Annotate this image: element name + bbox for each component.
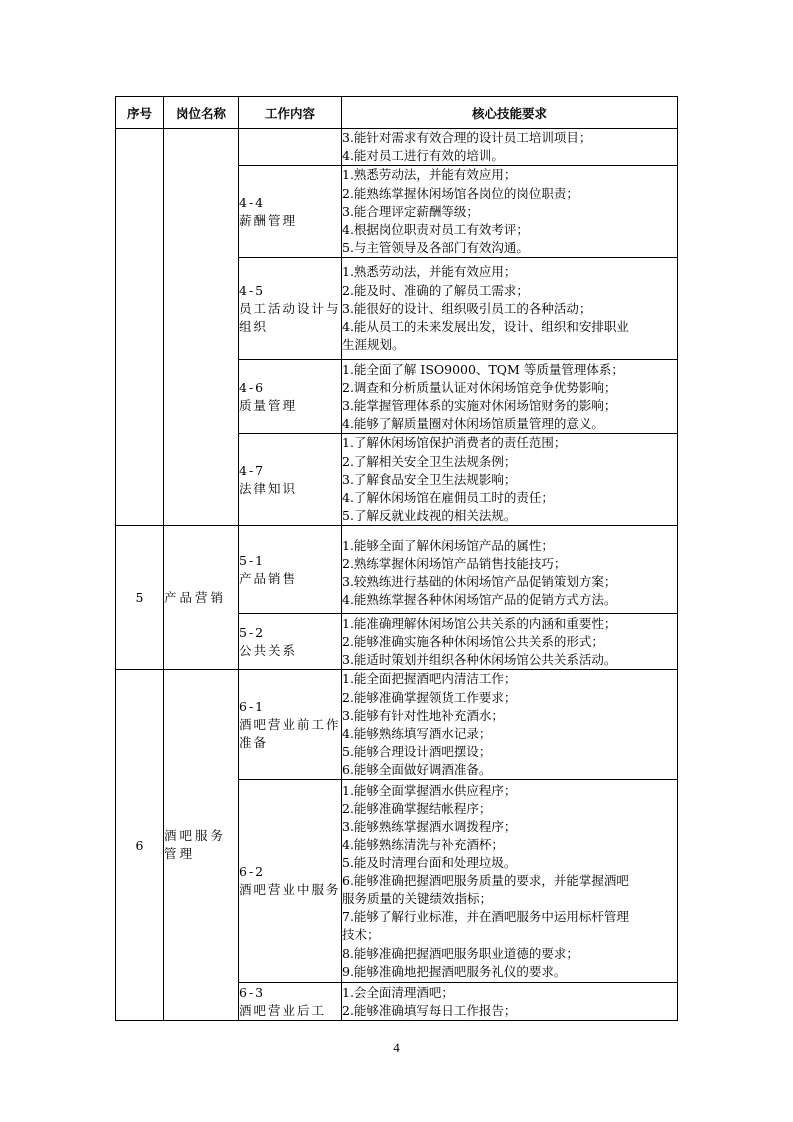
table-row xyxy=(116,670,678,780)
group-seq xyxy=(116,129,164,526)
skill-line: 1.能全面把握酒吧内清洁工作； xyxy=(342,671,517,687)
skill-line: 2.熟练掌握休闲场馆产品销售技能技巧； xyxy=(342,556,567,572)
work-title: 员工活动设计与组织 xyxy=(239,300,341,334)
skills-cell xyxy=(342,258,678,360)
skills-cell xyxy=(342,614,678,670)
skills-cell xyxy=(342,983,678,1021)
work-cell xyxy=(239,614,342,670)
skill-line: 2.能熟练掌握休闲场馆各岗位的岗位职责； xyxy=(342,185,579,201)
skill-line: 3.能够有针对性地补充酒水； xyxy=(342,707,504,723)
skill-line: 2.能够准确填写每日工作报告； xyxy=(342,1002,517,1018)
skill-line: 5.能够合理设计酒吧摆设； xyxy=(342,743,492,759)
skill-line: 1.能准确理解休闲场馆公共关系的内涵和重要性； xyxy=(342,615,617,631)
group-seq: 6 xyxy=(116,670,164,1021)
job-skills-table xyxy=(115,96,678,1021)
skill-line: 3.了解食品安全卫生法规影响； xyxy=(342,471,517,487)
header-position: 岗位名称 xyxy=(164,97,239,129)
group-position: 酒吧服务管理 xyxy=(164,670,239,1021)
skill-line: 1.能够全面了解休闲场馆产品的属性； xyxy=(342,538,554,553)
table-header-row xyxy=(116,97,678,129)
skill-line: 6.能够准确把握酒吧服务质量的要求，并能掌握酒吧 xyxy=(342,873,629,889)
work-title: 酒吧营业前工作准备 xyxy=(239,716,341,750)
skill-line: 3.能掌握管理体系的实施对休闲场馆财务的影响； xyxy=(342,397,617,413)
work-cell xyxy=(239,434,342,526)
skill-line: 5.了解反就业歧视的相关法规。 xyxy=(342,507,517,523)
work-cell xyxy=(239,526,342,614)
work-code: 5-2 xyxy=(239,624,266,640)
skill-line: 3.较熟练进行基础的休闲场馆产品促销策划方案； xyxy=(342,574,617,590)
work-cell xyxy=(239,983,342,1021)
skill-line: 4.能够熟练清洗与补充酒杯； xyxy=(342,836,504,852)
skill-line: 4.根据岗位职责对员工有效考评； xyxy=(342,221,529,237)
work-code: 6-1 xyxy=(239,698,266,714)
page-number: 4 xyxy=(393,1040,400,1055)
work-cell xyxy=(239,129,342,166)
group-seq: 5 xyxy=(116,526,164,670)
work-cell xyxy=(239,670,342,780)
work-code: 6-3 xyxy=(239,984,266,1000)
skills-cell xyxy=(342,166,678,258)
skill-line: 1.会全面清理酒吧； xyxy=(342,984,454,1000)
skill-line: 4.能对员工进行有效的培训。 xyxy=(342,148,504,164)
skill-line: 2.了解相关安全卫生法规条例； xyxy=(342,453,517,469)
work-title: 酒吧营业后工 xyxy=(239,1002,327,1018)
work-title: 酒吧营业中服务 xyxy=(239,882,341,898)
skill-line: 2.能够准确实施各种休闲场馆公共关系的形式； xyxy=(342,633,604,649)
table-row xyxy=(116,129,678,166)
work-code: 6-2 xyxy=(239,864,266,880)
skills-cell xyxy=(342,360,678,434)
work-cell xyxy=(239,360,342,434)
skills-cell xyxy=(342,129,678,166)
work-title: 质量管理 xyxy=(239,397,298,413)
skill-line: 4.能熟练掌握各种休闲场馆产品的促销方式方法。 xyxy=(342,592,617,608)
skill-line: 7.能够了解行业标准，并在酒吧服务中运用标杆管理 xyxy=(342,909,629,925)
skill-line: 服务质量的关键绩效指标； xyxy=(342,891,493,907)
skill-line: 生涯规划。 xyxy=(342,336,405,352)
skills-cell xyxy=(342,526,678,614)
skill-line: 6.能够全面做好调酒准备。 xyxy=(342,761,492,777)
group-position: 产品营销 xyxy=(164,526,239,670)
work-title: 产品销售 xyxy=(239,570,298,586)
skill-line: 3.能适时策划并组织各种休闲场馆公共关系活动。 xyxy=(342,651,617,667)
skill-line: 2.能够准确掌握结帐程序； xyxy=(342,800,492,816)
skill-line: 8.能够准确把握酒吧服务职业道德的要求； xyxy=(342,945,579,961)
skill-line: 4.能从员工的未来发展出发，设计、组织和安排职业 xyxy=(342,318,629,334)
skills-cell xyxy=(342,670,678,780)
work-cell xyxy=(239,780,342,983)
group-position xyxy=(164,129,239,526)
skills-cell xyxy=(342,780,678,983)
work-code: 4-4 xyxy=(239,194,266,210)
skill-line: 4.能够了解质量圈对休闲场馆质量管理的意义。 xyxy=(342,415,604,431)
skill-line: 3.能针对需求有效合理的设计员工培训项目； xyxy=(342,130,592,145)
work-cell xyxy=(239,166,342,258)
header-work: 工作内容 xyxy=(239,97,342,129)
work-cell xyxy=(239,258,342,360)
skill-line: 1.能够全面掌握酒水供应程序； xyxy=(342,782,517,798)
work-title: 薪酬管理 xyxy=(239,212,298,228)
skill-line: 3.能合理评定薪酬等级； xyxy=(342,203,479,219)
skill-line: 5.能及时清理台面和处理垃圾。 xyxy=(342,855,517,871)
work-title: 公共关系 xyxy=(239,642,298,658)
table-row xyxy=(116,526,678,614)
work-code: 4-6 xyxy=(239,379,266,395)
header-seq: 序号 xyxy=(116,97,164,129)
skill-line: 1.熟悉劳动法，并能有效应用； xyxy=(342,167,517,183)
skill-line: 2.能够准确掌握领货工作要求； xyxy=(342,689,517,705)
work-code: 4-7 xyxy=(239,462,266,478)
skill-line: 1.熟悉劳动法，并能有效应用； xyxy=(342,264,517,280)
skill-line: 5.与主管领导及各部门有效沟通。 xyxy=(342,239,529,255)
work-code: 5-1 xyxy=(239,552,266,568)
skill-line: 1.了解休闲场馆保护消费者的责任范围； xyxy=(342,435,567,451)
work-code: 4-5 xyxy=(239,282,266,298)
skill-line: 2.调查和分析质量认证对休闲场馆竞争优势影响； xyxy=(342,379,617,395)
skill-line: 4.了解休闲场馆在雇佣员工时的责任； xyxy=(342,489,554,505)
skill-line: 技术； xyxy=(342,927,380,943)
work-title: 法律知识 xyxy=(239,480,298,496)
skill-line: 3.能够熟练掌握酒水调拨程序； xyxy=(342,818,517,834)
skill-line: 1.能全面了解 ISO9000、TQM 等质量管理体系； xyxy=(342,361,624,377)
skills-cell xyxy=(342,434,678,526)
skill-line: 4.能够熟练填写酒水记录； xyxy=(342,725,492,741)
skill-line: 9.能够准确地把握酒吧服务礼仪的要求。 xyxy=(342,963,567,979)
header-skills: 核心技能要求 xyxy=(342,97,678,129)
skill-line: 2.能及时、准确的了解员工需求； xyxy=(342,282,529,298)
skill-line: 3.能很好的设计、组织吸引员工的各种活动； xyxy=(342,300,592,316)
